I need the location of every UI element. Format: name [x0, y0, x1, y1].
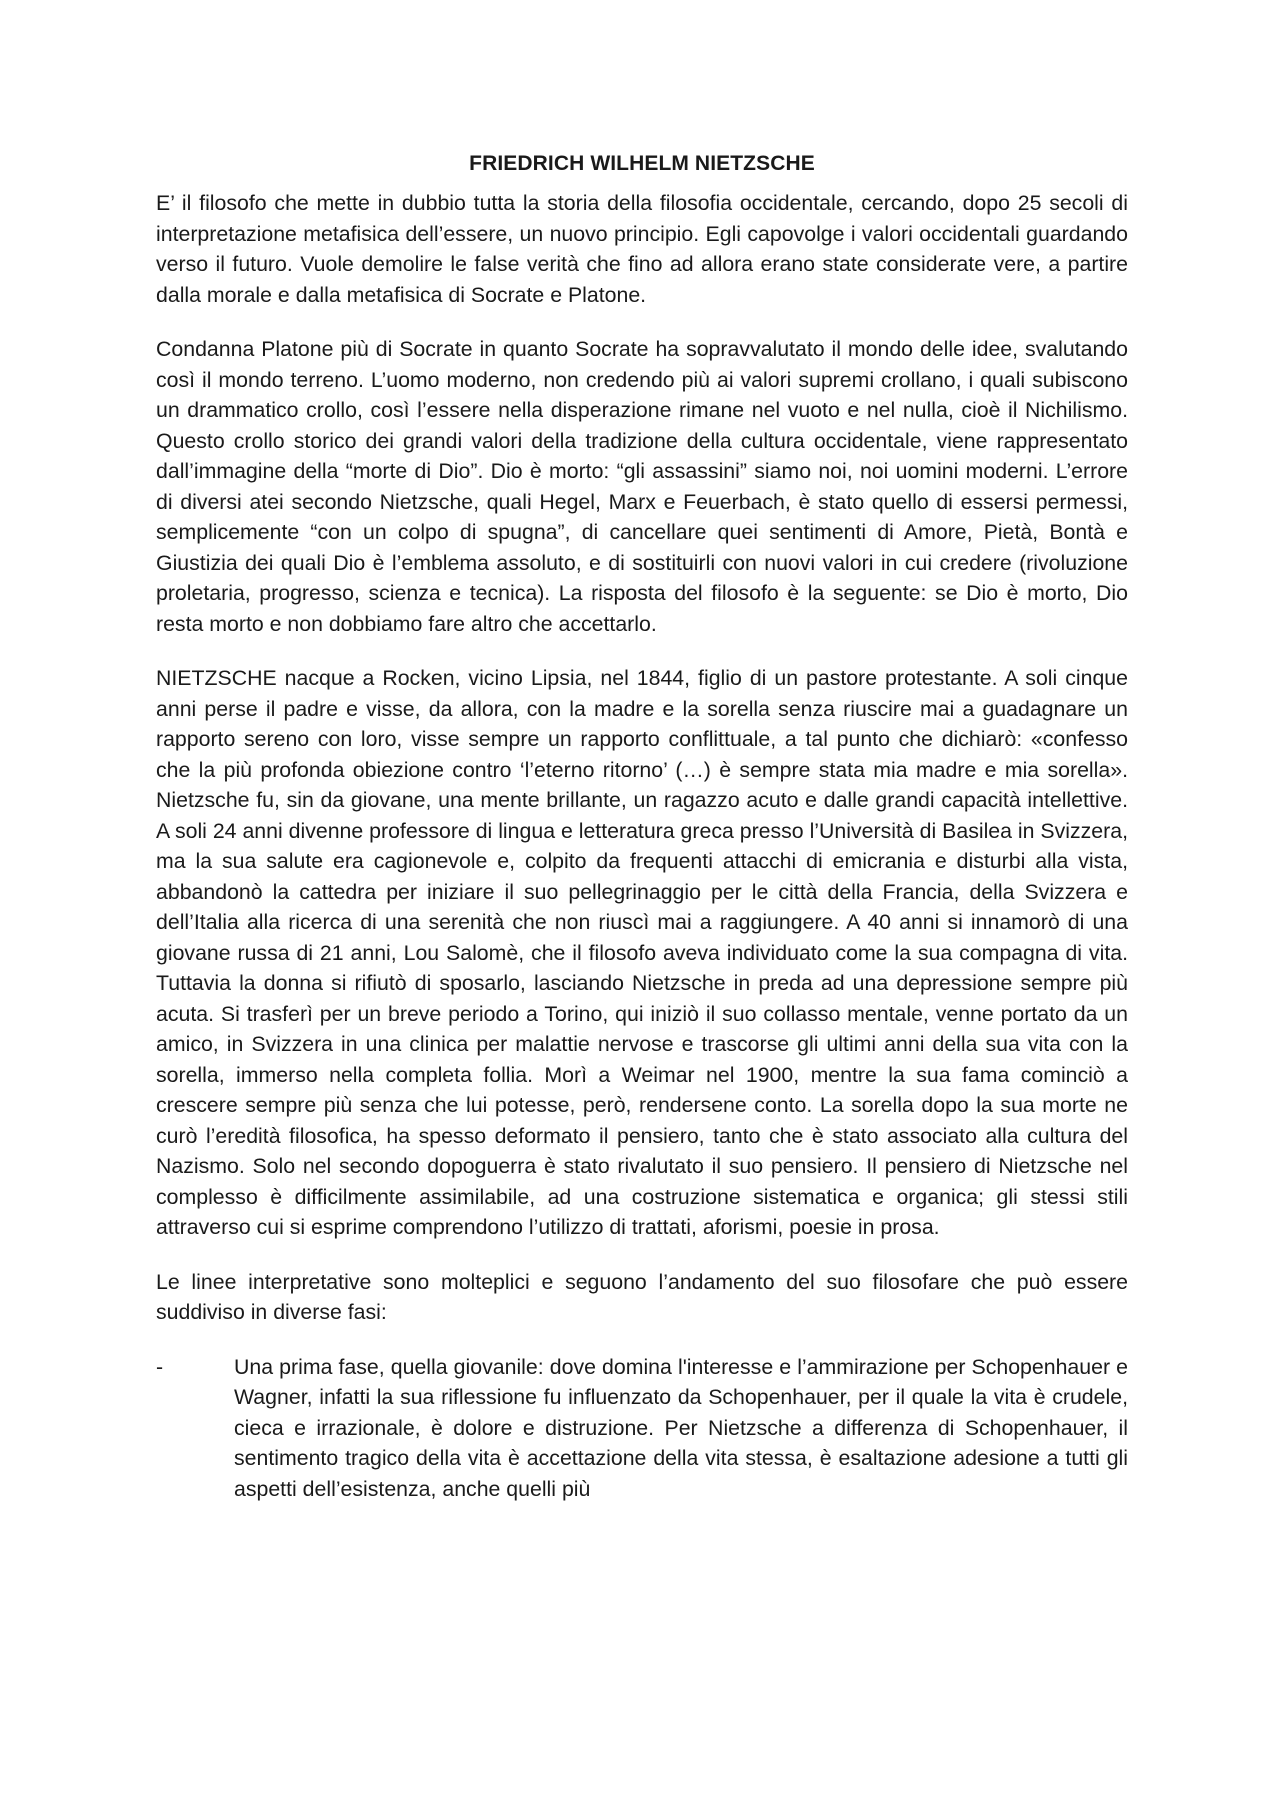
list-bullet: - [156, 1354, 164, 1379]
paragraph-interpretive-lines: Le linee interpretative sono molteplici e seguono l’andamento del suo filosofare che può essere suddiviso in diverse fasi: [156, 1269, 1128, 1324]
document-title: FRIEDRICH WILHELM NIETZSCHE [469, 152, 815, 175]
paragraph-death-of-god: Condanna Platone più di Socrate in quanto Socrate ha sopravvalutato il mondo delle idee, svalutando così il mondo terreno. L’uomo moderno, non credendo più ai valori supremi crollano, i quali subiscono un drammatico crollo, così l’essere nella disperazione rimane nel vuoto e nel nulla, cioè il Nichilismo. Questo crollo storico dei grandi valori della tradizione della cultura occidentale, viene rappresentato dall’immagine della “morte di Dio”. Dio è morto: “gli assassini” siamo noi, noi uomini moderni. L’errore di diversi atei secondo Nietzsche, quali Hegel, Marx e Feuerbach, è stato quello di essersi permessi, semplicemente “con un colpo di spugna”, di cancellare quei sentimenti di Amore, Pietà, Bontà e Giustizia dei quali Dio è l’emblema assoluto, e di sostituirli con nuovi valori in cui credere (rivoluzione proletaria, progresso, scienza e tecnica). La risposta del filosofo è la seguente: se Dio è morto, Dio resta morto e non dobbiamo fare altro che accettarlo. [156, 337, 1128, 636]
list-item-text: Una prima fase, quella giovanile: dove domina l'interesse e l’ammirazione per Schopenhauer e Wagner, infatti la sua riflessione fu influenzato da Schopenhauer, per il quale la vita è crudele, cieca e irrazionale, è dolore e distruzione. Per Nietzsche a differenza di Schopenhauer, il sentimento tragico della vita è accettazione della vita stessa, è esaltazione adesione a tutti gli aspetti dell’esistenza, anche quelli più [234, 1354, 1128, 1501]
phases-list [156, 1352, 1128, 1505]
paragraph-intro: E’ il filosofo che mette in dubbio tutta la storia della filosofia occidentale, cercando, dopo 25 secoli di interpretazione metafisica dell’essere, un nuovo principio. Egli capovolge i valori occidentali guardando verso il futuro. Vuole demolire le false verità che fino ad allora erano state considerate vere, a partire dalla morale e dalla metafisica di Socrate e Platone. [156, 191, 1128, 307]
paragraph-biography: NIETZSCHE nacque a Rocken, vicino Lipsia, nel 1844, figlio di un pastore protestante. A soli cinque anni perse il padre e visse, da allora, con la madre e la sorella senza riuscire mai a guadagnare un rapporto sereno con loro, visse sempre un rapporto conflittuale, a tal punto che dichiarò: «confesso che la più profonda obiezione contro ‘l’eterno ritorno’ (…) è sempre stata mia madre e mia sorella». Nietzsche fu, sin da giovane, una mente brillante, un ragazzo acuto e dalle grandi capacità intellettive. A soli 24 anni divenne professore di lingua e letteratura greca presso l’Università di Basilea in Svizzera, ma la sua salute era cagionevole e, colpito da frequenti attacchi di emicrania e disturbi alla vista, abbandonò la cattedra per iniziare il suo pellegrinaggio per le città della Francia, della Svizzera e dell’Italia alla ricerca di una serenità che non riuscì mai a raggiungere. A 40 anni si innamorò di una giovane russa di 21 anni, Lou Salomè, che il filosofo aveva individuato come la sua compagna di vita. Tuttavia la donna si rifiutò di sposarlo, lasciando Nietzsche in preda ad una depressione sempre più acuta. Si trasferì per un breve periodo a Torino, qui iniziò il suo collasso mentale, venne portato da un amico, in Svizzera in una clinica per malattie nervose e trascorse gli ultimi anni della sua vita con la sorella, immerso nella completa follia. Morì a Weimar nel 1900, mentre la sua fama cominciò a crescere sempre più senza che lui potesse, però, rendersene conto. La sorella dopo la sua morte ne curò l’eredità filosofica, ha spesso deformato il pensiero, tanto che è stato associato alla cultura del Nazismo. Solo nel secondo dopoguerra è stato rivalutato il suo pensiero. Il pensiero di Nietzsche nel complesso è difficilmente assimilabile, ad una costruzione sistematica e organica; gli stessi stili attraverso cui si esprime comprendono l’utilizzo di trattati, aforismi, poesie in prosa. [156, 666, 1128, 1239]
list-item [156, 1352, 1128, 1505]
document-body [156, 150, 1128, 1504]
